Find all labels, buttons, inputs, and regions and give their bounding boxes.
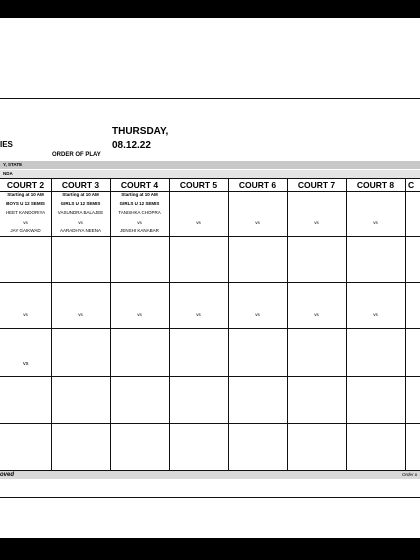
vs-label: vs	[23, 312, 28, 317]
day-label: THURSDAY,	[112, 126, 169, 137]
court-header: COURT 8	[356, 180, 395, 190]
court-header: COURT 4	[120, 180, 159, 190]
match-start-time: Starting at 10 AM	[121, 192, 158, 197]
grid-line	[0, 328, 420, 329]
player-two: JENSHI KANABAR	[120, 228, 159, 233]
vs-label: vs	[255, 312, 260, 317]
grid-line	[0, 376, 420, 377]
vs-label: vs	[255, 220, 260, 225]
grid-line	[0, 282, 420, 283]
order-of-play-sheet	[0, 18, 420, 538]
match-event: GIRLS U 12 SEMIS	[60, 201, 101, 206]
grid-line	[0, 236, 420, 237]
match-event: BOYS U 12 SEMIS	[6, 201, 45, 206]
date-label: 08.12.22	[112, 140, 151, 151]
vs-label: vs	[314, 312, 319, 317]
footer-order-note: Order o	[402, 472, 418, 477]
court-header: COURT 2	[6, 180, 45, 190]
vs-label: vs	[137, 220, 142, 225]
vs-label: vs	[196, 220, 201, 225]
vs-label: vs	[373, 312, 378, 317]
grid-line	[0, 423, 420, 424]
court-header: COURT 7	[297, 180, 336, 190]
vs-label: vs	[23, 361, 29, 367]
court-header: COURT 5	[179, 180, 218, 190]
court-header: C	[408, 180, 415, 190]
footer-approved-label: oved	[0, 472, 15, 478]
match-start-time: Starting at 10 AM	[7, 192, 44, 197]
match-event: GIRLS U 12 SEMIS	[119, 201, 160, 206]
player-two: AARADHYA NEENA	[60, 228, 101, 233]
vs-label: vs	[196, 312, 201, 317]
court-header: COURT 3	[61, 180, 100, 190]
vs-label: vs	[137, 312, 142, 317]
player-one: VASUNDRA BALAJEE	[57, 210, 104, 215]
schedule-grid	[0, 178, 420, 470]
player-one: TANISHKA CHOPRA	[118, 210, 161, 215]
vs-label: vs	[23, 220, 28, 225]
order-of-play-label: ORDER OF PLAY	[52, 152, 101, 158]
grid-line	[405, 178, 406, 470]
player-one: HEET KANDORIYA	[5, 210, 46, 215]
referee-info-bar: NDA	[0, 170, 420, 178]
vs-label: vs	[314, 220, 319, 225]
player-two: JAY GAIKWAD	[10, 228, 41, 233]
vs-label: vs	[78, 220, 83, 225]
match-start-time: Starting at 10 AM	[62, 192, 99, 197]
footer-bar	[0, 470, 420, 479]
court-header: COURT 6	[238, 180, 277, 190]
venue-info-bar: Y, STATE	[0, 161, 420, 169]
vs-label: vs	[78, 312, 83, 317]
vs-label: vs	[373, 220, 378, 225]
tournament-title-fragment: IES	[0, 140, 13, 149]
